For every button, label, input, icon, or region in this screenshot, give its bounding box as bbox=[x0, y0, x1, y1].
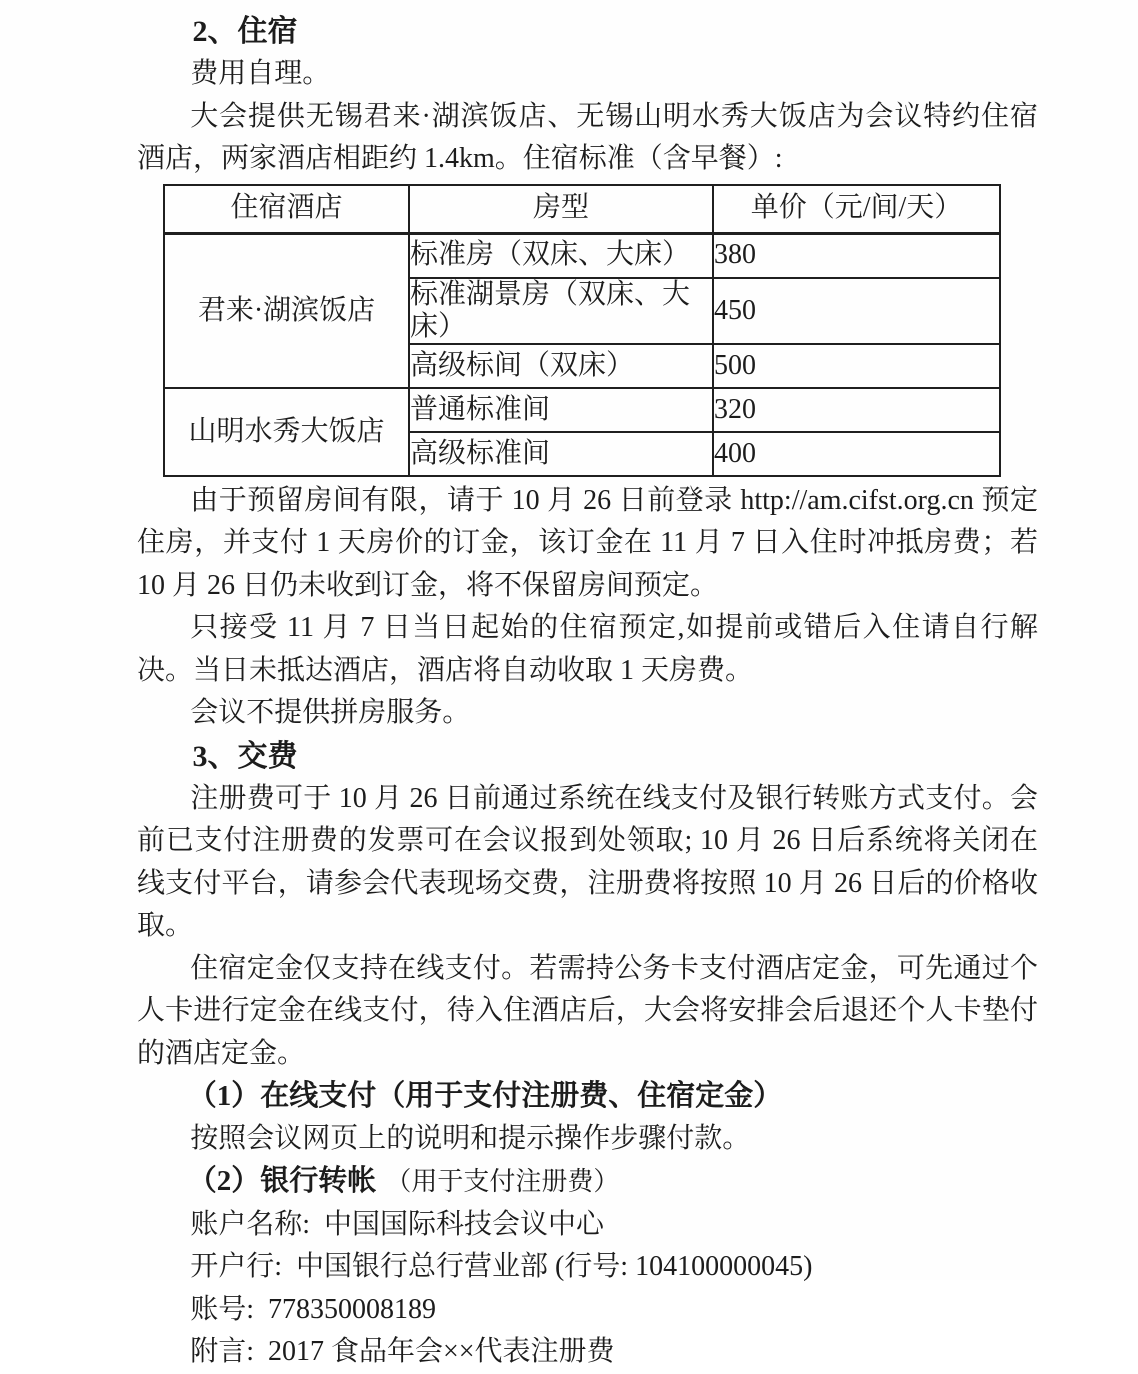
account-name-label: 账户名称: bbox=[190, 1208, 310, 1240]
bank-branch-line bbox=[137, 1246, 1038, 1289]
account-name-value: 中国国际科技会议中心 bbox=[323, 1208, 604, 1240]
bank-branch-value: 中国银行总行营业部 (行号: 104100000045) bbox=[295, 1251, 813, 1283]
table-row bbox=[164, 233, 1000, 278]
bank-transfer-title-suffix: （用于支付注册费） bbox=[385, 1167, 620, 1197]
column-header-hotel: 住宿酒店 bbox=[164, 185, 409, 234]
hotel-name: 山明水秀大饭店 bbox=[164, 388, 409, 476]
booking-deposit-paragraph: 由于预留房间有限，请于 10 月 26 日前登录 http://am.cifst.org.cn 预定住房，并支付 1 天房价的订金，该订金在 11 月 7 日入住时冲抵房费；若 10 月 26 日仍未收到订金，将不保留房间预定。 bbox=[137, 484, 1038, 601]
bank-transfer-title: （2）银行转帐 bbox=[187, 1165, 377, 1198]
online-payment-note: 按照会议网页上的说明和提示操作步骤付款。 bbox=[190, 1122, 751, 1154]
subheading-online-payment: （1）在线支付（用于支付注册费、住宿定金） bbox=[187, 1080, 783, 1113]
room-type: 高级标间（双床） bbox=[409, 344, 713, 388]
memo-value: 2017 食品年会××代表注册费 bbox=[267, 1336, 615, 1368]
bank-account-name-line bbox=[137, 1204, 1038, 1247]
room-type: 标准房（双床、大床） bbox=[409, 233, 713, 278]
room-price: 500 bbox=[713, 344, 1000, 388]
checkin-rule-paragraph: 只接受 11 月 7 日当日起始的住宿预定,如提前或错后入住请自行解决。当日未抵达酒店，酒店将自动收取 1 天房费。 bbox=[137, 612, 1038, 686]
room-price: 450 bbox=[713, 278, 1000, 344]
hotel-intro-paragraph: 大会提供无锡君来·湖滨饭店、无锡山明水秀大饭店为会议特约住宿酒店，两家酒店相距约 1.4km。住宿标准（含早餐）: bbox=[137, 100, 1038, 174]
section-heading-payment: 3、交费 bbox=[192, 739, 298, 773]
registration-fee-paragraph: 注册费可于 10 月 26 日前通过系统在线支付及银行转账方式支付。会前已支付注册费的发票可在会议报到处领取; 10 月 26 日后系统将关闭在线支付平台，请参会代表现场交费，注册费将按照 10 月 26 日后的价格收取。 bbox=[137, 782, 1038, 942]
table-header-row bbox=[164, 185, 1000, 234]
room-type: 标准湖景房（双床、大床） bbox=[409, 278, 713, 344]
bank-branch-label: 开户行: bbox=[190, 1251, 282, 1283]
room-price: 320 bbox=[713, 388, 1000, 432]
hotel-price-table bbox=[163, 184, 1001, 477]
account-number-value: 778350008189 bbox=[267, 1293, 436, 1325]
table-row bbox=[164, 388, 1000, 432]
room-price: 380 bbox=[713, 233, 1000, 278]
hotel-name: 君来·湖滨饭店 bbox=[164, 233, 409, 388]
subheading-bank-transfer bbox=[137, 1160, 1038, 1204]
room-price: 400 bbox=[713, 432, 1000, 476]
fee-self-note: 费用自理。 bbox=[190, 58, 331, 89]
room-type: 高级标准间 bbox=[409, 432, 713, 476]
deposit-payment-paragraph: 住宿定金仅支持在线支付。若需持公务卡支付酒店定金，可先通过个人卡进行定金在线支付，待入住酒店后，大会将安排会后退还个人卡垫付的酒店定金。 bbox=[137, 952, 1038, 1069]
bank-account-number-line bbox=[137, 1289, 1038, 1332]
bank-memo-line bbox=[137, 1331, 1038, 1374]
memo-label: 附言: bbox=[190, 1336, 254, 1368]
account-number-label: 账号: bbox=[190, 1293, 254, 1325]
column-header-price: 单价（元/间/天） bbox=[713, 185, 1000, 234]
section-heading-accommodation: 2、住宿 bbox=[192, 15, 298, 48]
room-sharing-note: 会议不提供拼房服务。 bbox=[190, 697, 471, 729]
column-header-room-type: 房型 bbox=[409, 185, 713, 234]
room-type: 普通标准间 bbox=[409, 388, 713, 432]
